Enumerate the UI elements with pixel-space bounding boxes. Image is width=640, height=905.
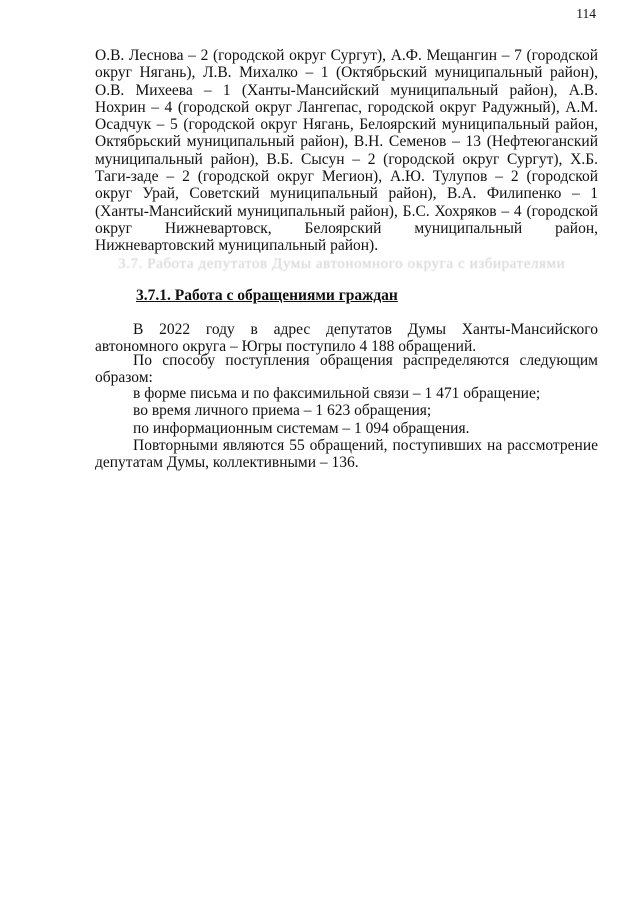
list-item: в форме письма и по факсимильной связи – 1 471 обращение; bbox=[133, 385, 541, 402]
faded-section-heading: 3.7. Работа депутатов Думы автономного округа с избирателями bbox=[118, 256, 566, 272]
repeat-appeals-paragraph: Повторными являются 55 обращений, поступивших на рассмотрение депутатам Думы, коллективными – 136. bbox=[95, 437, 598, 472]
section-subheading: 3.7.1. Работа с обращениями граждан bbox=[136, 287, 398, 304]
deputies-list-paragraph: О.В. Леснова – 2 (городской округ Сургут), А.Ф. Мещангин – 7 (городской округ Нягань), Л.В. Михалко – 1 (Октябрьский муниципальный район), О.В. Михеева – 1 (Ханты-Мансийский муниципальный район), А.В. Нохрин – 4 (городской округ Лангепас, городской округ Радужный), А.М. Осадчук – 5 (городской округ Нягань, Белоярский муниципальный район, Октябрьский муниципальный район), В.Н. Семенов – 13 (Нефтеюганский муниципальный район), В.Б. Сысун – 2 (городской округ Сургут), Х.Б. Таги-заде – 2 (городской округ Мегион), А.Ю. Тулупов – 2 (городской округ Урай, Советский муниципальный район), В.А. Филипенко – 1 (Ханты-Мансийский муниципальный район), Б.С. Хохряков – 4 (городской округ Нижневартовск, Белоярский муниципальный район, Нижневартовский муниципальный район). bbox=[95, 47, 598, 255]
total-appeals-paragraph: В 2022 году в адрес депутатов Думы Ханты-Мансийского автономного округа – Югры поступило 4 188 обращений. bbox=[95, 321, 598, 356]
page-number: 114 bbox=[576, 6, 596, 21]
distribution-intro-paragraph: По способу поступления обращения распределяются следующим образом: bbox=[95, 352, 598, 387]
list-item: во время личного приема – 1 623 обращения; bbox=[133, 402, 432, 419]
list-item: по информационным системам – 1 094 обращения. bbox=[133, 420, 470, 437]
